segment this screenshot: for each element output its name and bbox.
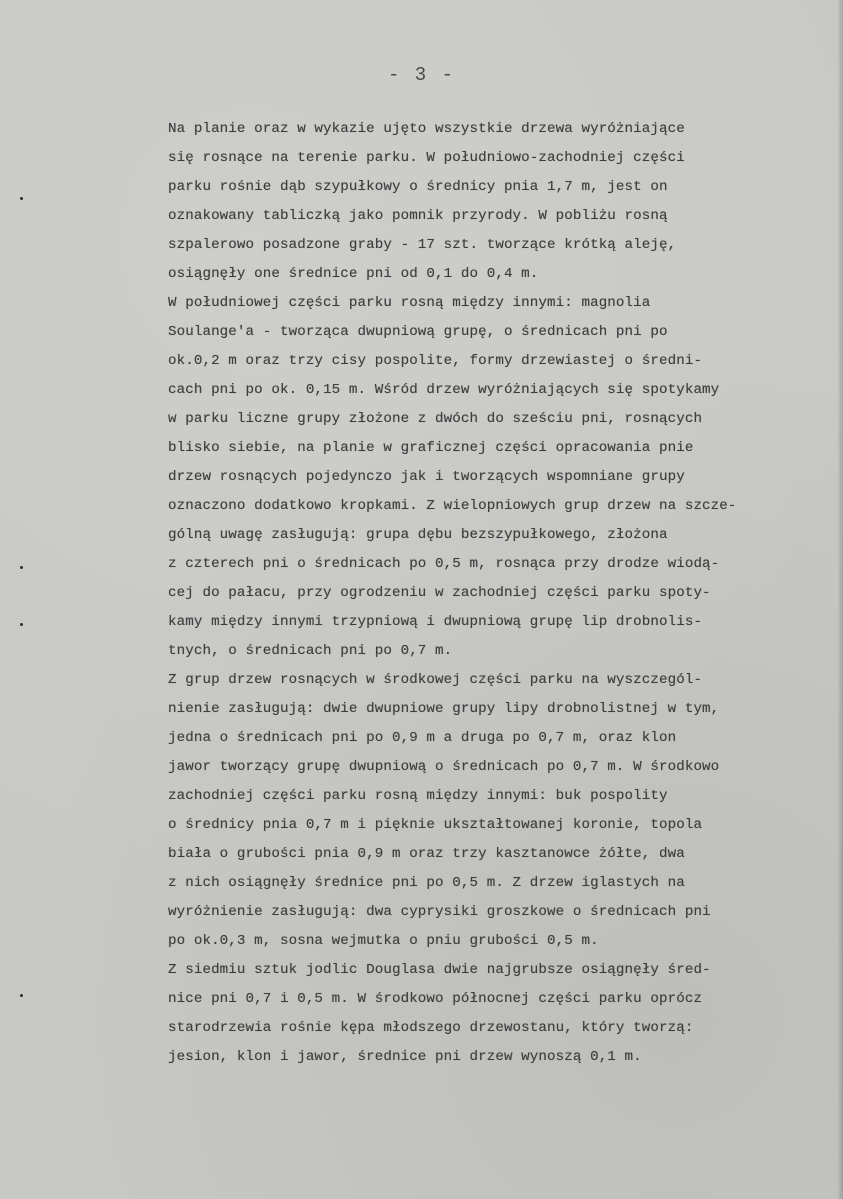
body-text — [168, 115, 828, 1072]
text-line: o średnicy pnia 0,7 m i pięknie ukształtowanej koronie, topola — [168, 817, 703, 833]
binder-hole-mark — [20, 994, 23, 997]
text-line: się rosnące na terenie parku. W południowo-zachodniej części — [168, 150, 685, 166]
text-line: oznakowany tabliczką jako pomnik przyrody. W pobliżu rosną — [168, 208, 668, 224]
text-line: biała o grubości pnia 0,9 m oraz trzy kasztanowce żółte, dwa — [168, 846, 685, 862]
text-line: W południowej części parku rosną między innymi: magnolia — [168, 295, 651, 311]
text-line: oznaczono dodatkowo kropkami. Z wielopniowych grup drzew na szcze- — [168, 498, 737, 514]
text-line: jesion, klon i jawor, średnice pni drzew wynoszą 0,1 m. — [168, 1049, 642, 1065]
page-edge-shadow — [837, 0, 843, 1199]
text-line: parku rośnie dąb szypułkowy o średnicy pnia 1,7 m, jest on — [168, 179, 668, 195]
text-line: po ok.0,3 m, sosna wejmutka o pniu grubości 0,5 m. — [168, 933, 599, 949]
text-line: tnych, o średnicach pni po 0,7 m. — [168, 643, 453, 659]
text-line: nice pni 0,7 i 0,5 m. W środkowo północnej części parku oprócz — [168, 991, 703, 1007]
text-line: blisko siebie, na planie w graficznej części opracowania pnie — [168, 440, 694, 456]
binder-hole-mark — [20, 623, 23, 626]
text-line: cej do pałacu, przy ogrodzeniu w zachodniej części parku spoty- — [168, 585, 711, 601]
text-line: wyróżnienie zasługują: dwa cyprysiki groszkowe o średnicach pni — [168, 904, 711, 920]
text-line: osiągnęły one średnice pni od 0,1 do 0,4 m. — [168, 266, 539, 282]
text-line: drzew rosnących pojedynczo jak i tworzących wspomniane grupy — [168, 469, 685, 485]
text-line: z nich osiągnęły średnice pni po 0,5 m. Z drzew iglastych na — [168, 875, 685, 891]
text-line: Z grup drzew rosnących w środkowej części parku na wyszczegól- — [168, 672, 703, 688]
text-line: jawor tworzący grupę dwupniową o średnicach po 0,7 m. W środkowo — [168, 759, 720, 775]
page-number: - 3 - — [387, 64, 455, 86]
text-line: z czterech pni o średnicach po 0,5 m, rosnąca przy drodze wiodą- — [168, 556, 720, 572]
text-line: zachodniej części parku rosną między innymi: buk pospolity — [168, 788, 668, 804]
text-line: gólną uwagę zasługują: grupa dębu bezszypułkowego, złożona — [168, 527, 668, 543]
text-line: szpalerowo posadzone graby - 17 szt. tworzące krótką aleję, — [168, 237, 677, 253]
binder-hole-mark — [20, 197, 23, 200]
text-line: starodrzewia rośnie kępa młodszego drzewostanu, który tworzą: — [168, 1020, 694, 1036]
text-line: w parku liczne grupy złożone z dwóch do sześciu pni, rosnących — [168, 411, 703, 427]
text-line: Soulange'a - tworząca dwupniową grupę, o średnicach pni po — [168, 324, 668, 340]
binder-hole-mark — [20, 566, 23, 569]
text-line: jedna o średnicach pni po 0,9 m a druga po 0,7 m, oraz klon — [168, 730, 677, 746]
text-line: cach pni po ok. 0,15 m. Wśród drzew wyróżniających się spotykamy — [168, 382, 720, 398]
text-line: Z siedmiu sztuk jodlic Douglasa dwie najgrubsze osiągnęły śred- — [168, 962, 711, 978]
text-line: ok.0,2 m oraz trzy cisy pospolite, formy drzewiastej o średni- — [168, 353, 703, 369]
text-line: kamy między innymi trzypniową i dwupniową grupę lip drobnolis- — [168, 614, 703, 630]
text-line: Na planie oraz w wykazie ujęto wszystkie drzewa wyróżniające — [168, 121, 685, 137]
text-line: nienie zasługują: dwie dwupniowe grupy lipy drobnolistnej w tym, — [168, 701, 720, 717]
